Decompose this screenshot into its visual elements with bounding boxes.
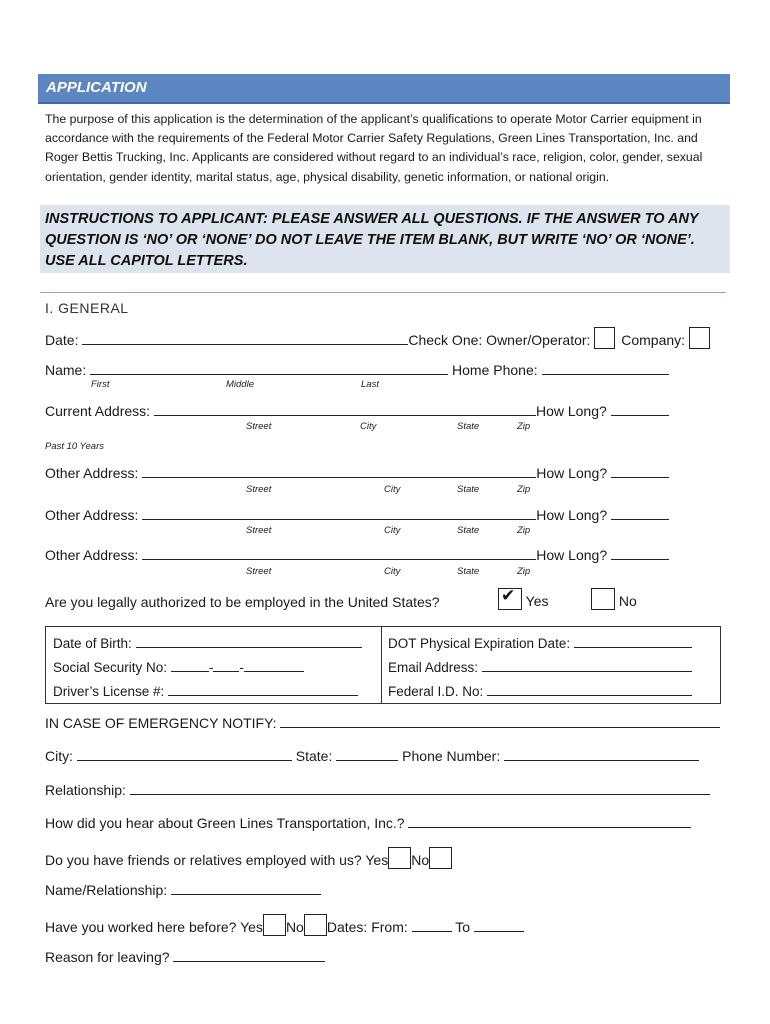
- fed-id-row: [388, 682, 692, 699]
- name-label: Name:: [45, 362, 87, 378]
- zip-caption: Zip: [517, 525, 531, 536]
- header-title: APPLICATION: [46, 79, 147, 96]
- city-caption: City: [384, 484, 401, 495]
- emergency-field[interactable]: [280, 714, 720, 728]
- reason-row: [45, 948, 325, 965]
- other-address-label: Other Address:: [45, 507, 139, 523]
- home-phone-field[interactable]: [542, 361, 669, 375]
- worked-row: [45, 914, 524, 936]
- authorized-row: [45, 594, 440, 610]
- friends-row: [45, 847, 452, 869]
- dot-label: DOT Physical Expiration Date:: [388, 636, 571, 651]
- friends-no-label: No: [411, 852, 430, 868]
- home-phone-label: Home Phone:: [452, 362, 538, 378]
- other-how-long-field-2[interactable]: [611, 506, 669, 520]
- date-field[interactable]: [82, 331, 408, 345]
- city-label: City:: [45, 748, 73, 764]
- relationship-row: [45, 781, 710, 798]
- name-row: [45, 361, 669, 378]
- state-label: State:: [295, 748, 333, 764]
- authorized-yes-group: [498, 588, 548, 610]
- email-label: Email Address:: [388, 660, 479, 675]
- dl-row: [53, 682, 358, 699]
- current-address-label: Current Address:: [45, 403, 151, 419]
- dob-field[interactable]: [136, 634, 362, 648]
- current-how-long-label: How Long?: [535, 403, 607, 419]
- dl-field[interactable]: [168, 682, 358, 696]
- current-how-long-field[interactable]: [611, 402, 669, 416]
- other-address-field-2[interactable]: [142, 506, 536, 520]
- first-caption: First: [91, 379, 110, 390]
- name-relationship-field[interactable]: [171, 881, 321, 895]
- other-how-long-field-1[interactable]: [611, 464, 669, 478]
- zip-caption: Zip: [517, 566, 531, 577]
- date-label: Date:: [45, 332, 79, 348]
- state-caption: State: [457, 484, 480, 495]
- authorized-yes-checkbox[interactable]: [498, 588, 522, 610]
- dot-row: [388, 634, 692, 651]
- email-field[interactable]: [482, 658, 692, 672]
- dates-to-label: To: [455, 919, 471, 935]
- instructions-box: [40, 205, 730, 273]
- other-address-field-1[interactable]: [142, 464, 536, 478]
- emergency-row: [45, 714, 720, 731]
- friends-label: Do you have friends or relatives employed with us? Yes: [45, 852, 389, 868]
- state-caption: State: [457, 421, 480, 432]
- zip-caption: Zip: [517, 484, 531, 495]
- phone-field[interactable]: [504, 747, 699, 761]
- worked-no-checkbox[interactable]: [304, 914, 327, 936]
- authorized-no-checkbox[interactable]: [591, 588, 615, 610]
- other-address-row-1: [45, 464, 669, 481]
- other-address-row-3: [45, 546, 669, 563]
- middle-caption: Middle: [226, 379, 254, 390]
- relationship-label: Relationship:: [45, 782, 126, 798]
- authorized-yes-label: Yes: [525, 593, 549, 609]
- worked-yes-checkbox[interactable]: [263, 914, 286, 936]
- section-title-general: I. GENERAL: [45, 300, 129, 316]
- city-field[interactable]: [77, 747, 292, 761]
- company-label: Company:: [621, 332, 686, 348]
- company-checkbox[interactable]: [689, 327, 710, 349]
- box-divider: [381, 627, 382, 703]
- other-address-label: Other Address:: [45, 547, 139, 563]
- hear-field[interactable]: [408, 814, 691, 828]
- owner-operator-checkbox[interactable]: [594, 327, 615, 349]
- ssn-field-2[interactable]: [213, 658, 239, 672]
- friends-no-checkbox[interactable]: [429, 847, 452, 869]
- other-how-long-field-3[interactable]: [611, 546, 669, 560]
- ssn-label: Social Security No:: [53, 660, 168, 675]
- purpose-paragraph: The purpose of this application is the determination of the applicant’s qualifications to operate Motor Carrier equipment in accordance with the requirements of the Federal Motor Carrier Safety Regulations, Green Lines Transportation, Inc. and Roger Bettis Trucking, Inc. Applicants are considered without regard to an individual’s race, religion, color, gender, sexual orientation, gender identity, marital status, age, physical disability, genetic information, or national origin.: [45, 112, 703, 184]
- other-address-row-2: [45, 506, 669, 523]
- dates-from-field[interactable]: [412, 918, 452, 932]
- city-caption: City: [384, 566, 401, 577]
- state-field[interactable]: [336, 747, 398, 761]
- other-how-long-label: How Long?: [536, 507, 608, 523]
- phone-label: Phone Number:: [402, 748, 501, 764]
- street-caption: Street: [246, 566, 272, 577]
- state-caption: State: [457, 566, 480, 577]
- authorized-no-label: No: [618, 593, 637, 609]
- zip-caption: Zip: [517, 421, 531, 432]
- current-address-row: [45, 402, 669, 419]
- worked-no-label: No: [285, 919, 304, 935]
- name-relationship-label: Name/Relationship:: [45, 882, 168, 898]
- hear-label: How did you hear about Green Lines Transportation, Inc.?: [45, 815, 405, 831]
- name-field[interactable]: [90, 361, 448, 375]
- past-10-years-caption: Past 10 Years: [45, 441, 104, 452]
- dob-row: [53, 634, 362, 651]
- authorized-question: Are you legally authorized to be employed in the United States?: [45, 594, 440, 610]
- other-how-long-label: How Long?: [536, 547, 608, 563]
- ssn-field-1[interactable]: [171, 658, 209, 672]
- friends-yes-checkbox[interactable]: [388, 847, 411, 869]
- name-relationship-row: [45, 881, 321, 898]
- fed-id-label: Federal I.D. No:: [388, 684, 484, 699]
- reason-field[interactable]: [173, 948, 325, 962]
- other-how-long-label: How Long?: [536, 465, 608, 481]
- dl-label: Driver’s License #:: [53, 684, 165, 699]
- dates-from-label: Dates: From:: [326, 919, 408, 935]
- dob-label: Date of Birth:: [53, 636, 132, 651]
- instructions-text: INSTRUCTIONS TO APPLICANT: PLEASE ANSWER ALL QUESTIONS. IF THE ANSWER TO ANY QUESTION IS ‘NO’ OR ‘NONE’ DO NOT LEAVE THE ITEM BLANK, BUT WRITE ‘NO’ OR ‘NONE’. USE ALL CAPITOL LETTERS.: [45, 211, 699, 269]
- hear-row: [45, 814, 691, 831]
- other-address-label: Other Address:: [45, 465, 139, 481]
- state-caption: State: [457, 525, 480, 536]
- fed-id-field[interactable]: [487, 682, 692, 696]
- email-row: [388, 658, 692, 675]
- emergency-label: IN CASE OF EMERGENCY NOTIFY:: [45, 715, 277, 731]
- worked-label: Have you worked here before? Yes: [45, 919, 263, 935]
- reason-label: Reason for leaving?: [45, 949, 170, 965]
- street-caption: Street: [246, 484, 272, 495]
- dot-field[interactable]: [574, 634, 692, 648]
- dates-to-field[interactable]: [474, 918, 524, 932]
- current-address-field[interactable]: [154, 402, 536, 416]
- personal-info-box: [45, 626, 721, 704]
- check-one-label: Check One: Owner/Operator:: [408, 332, 591, 348]
- application-header: [38, 74, 730, 104]
- street-caption: Street: [246, 421, 272, 432]
- ssn-field-3[interactable]: [244, 658, 304, 672]
- city-caption: City: [384, 525, 401, 536]
- last-caption: Last: [361, 379, 379, 390]
- city-state-phone-row: [45, 747, 699, 764]
- ssn-row: Social Security No: - -: [53, 658, 304, 675]
- other-address-field-3[interactable]: [142, 546, 536, 560]
- relationship-field[interactable]: [130, 781, 710, 795]
- city-caption: City: [360, 421, 377, 432]
- authorized-no-group: [591, 588, 637, 610]
- street-caption: Street: [246, 525, 272, 536]
- section-divider: [40, 292, 726, 293]
- date-row: [45, 327, 710, 349]
